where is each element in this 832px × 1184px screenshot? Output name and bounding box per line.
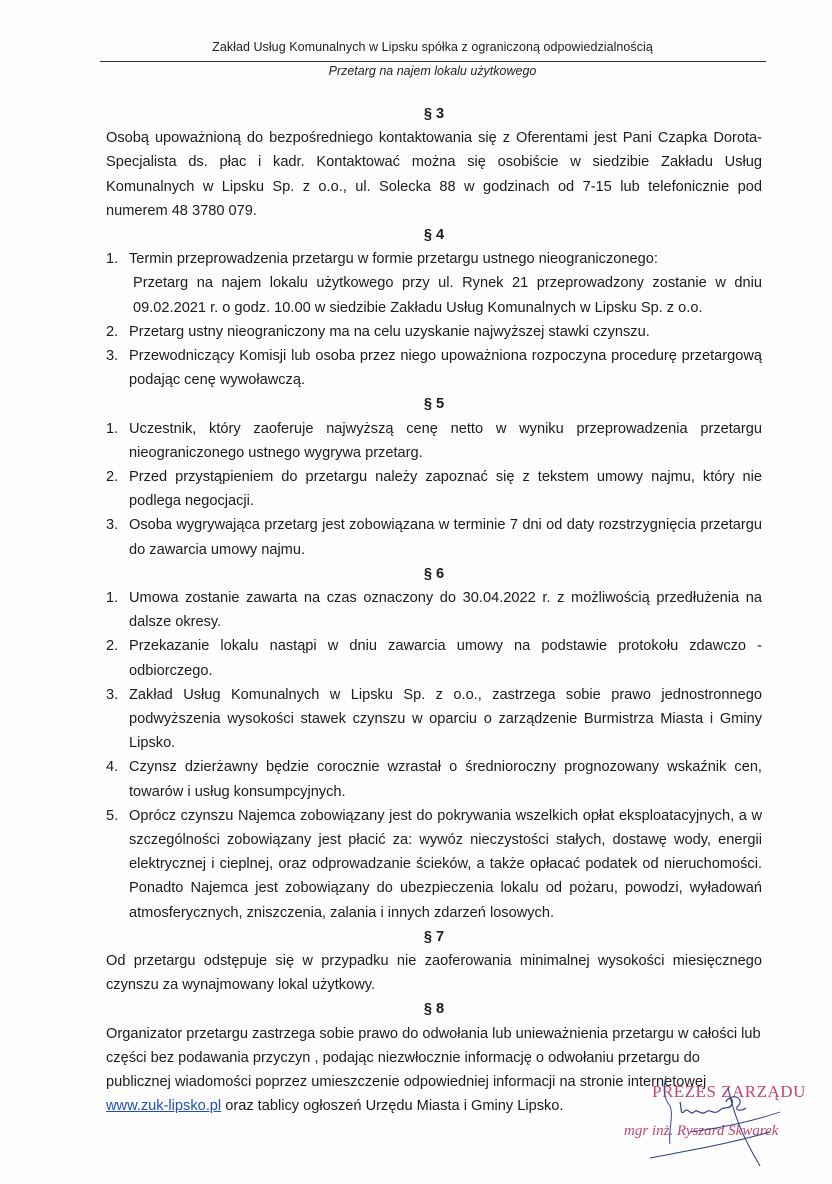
item-text: Przed przystąpieniem do przetargu należy zapoznać się z tekstem umowy najmu, który nie podlega negocjacji. [129,469,762,510]
item-number: 3. [106,517,119,534]
list-item [106,683,762,756]
item-number: 5. [106,807,119,824]
list-item [106,755,762,803]
item-number: 1. [106,590,119,606]
section-8-text-part2: oraz tablicy ogłoszeń Urzędu Miasta i Gminy Lipsko. [221,1098,564,1115]
item-text: Osoba wygrywająca przetarg jest zobowiązana w terminie 7 dni od daty rozstrzygnięcia przetargu do zawarcia umowy najmu. [129,517,762,558]
header-company-name: Zakład Usług Komunalnych w Lipsku spółka z ograniczoną odpowiedzialnością [212,40,653,54]
list-item [106,247,762,271]
document-body [106,102,762,1118]
handwritten-signature-icon [620,1076,832,1166]
item-number: 4. [106,759,119,776]
section-3-text: Osobą upoważnioną do bezpośredniego kontaktowania się z Oferentami jest Pani Czapka Dorota- Specjalista ds. płac i kadr. Kontaktować można się osobiście w siedzibie Zakładu Usług Komunalnych w Lipsku Sp. z o.o., ul. Solecka 88 w godzinach od 7-15 lub telefonicznie pod numerem 48 3780 079. [106,130,762,219]
section-5-list [106,417,762,562]
section-heading-5: § 5 [423,396,445,413]
section-heading-6: § 6 [423,565,445,582]
section-heading-7: § 7 [423,928,445,945]
website-link[interactable]: www.zuk-lipsko.pl [106,1098,222,1115]
list-item [106,586,762,634]
section-heading-3: § 3 [423,106,445,122]
list-item [106,513,762,561]
item-text: Przekazanie lokalu nastąpi w dniu zawarcia umowy na podstawie protokołu zdawczo - odbiorczego. [129,638,762,679]
stamp-signatory-name: mgr inż. Ryszard Skwarek [624,1123,779,1139]
section-6-list [106,586,762,925]
list-item [106,320,762,344]
item-text: Czynsz dzierżawny będzie corocznie wzrastał o średnioroczny prognozowany wskaźnik cen, towarów i usług konsumpcyjnych. [129,759,762,800]
section-4-item-1-detail: Przetarg na najem lokalu użytkowego przy ul. Rynek 21 przeprowadzony zostanie w dniu 09.02.2021 r. o godz. 10.00 w siedzibie Zakładu Usług Komunalnych w Lipsku Sp. z o.o. [133,275,762,316]
item-text: Przewodniczący Komisji lub osoba przez niego upoważniona rozpoczyna procedurę przetargową podając cenę wywoławczą. [129,348,762,389]
item-text: Termin przeprowadzenia przetargu w formie przetargu ustnego nieograniczonego: [129,251,658,268]
section-heading-8: § 8 [423,1001,445,1018]
list-item [106,804,762,925]
item-text: Zakład Usług Komunalnych w Lipsku Sp. z o.o., zastrzega sobie prawo jednostronnego podwyższenia wysokości stawek czynszu w oparciu o zarządzenie Burmistrza Miasta i Gminy Lipsko. [129,686,762,752]
section-heading-4: § 4 [423,227,445,243]
list-item [106,417,762,465]
section-4-list-cont [106,320,762,393]
stamp-title: PREZES ZARZĄDU [652,1082,806,1101]
header-divider [100,61,766,62]
header-subtitle: Przetarg na najem lokalu użytkowego [328,64,537,78]
item-text: Uczestnik, który zaoferuje najwyższą cenę netto w wyniku przeprowadzenia przetargu nieograniczonego ustnego wygrywa przetarg. [129,420,762,461]
item-number: 1. [106,251,119,268]
item-number: 2. [106,323,119,340]
list-item [106,465,762,513]
item-text: Umowa zostanie zawarta na czas oznaczony do 30.04.2022 r. z możliwością przedłużenia na dalsze okresy. [129,590,762,631]
item-number: 2. [106,638,119,655]
list-item [106,344,762,392]
signature-stamp [620,1076,832,1166]
section-8-text-part1: Organizator przetargu zastrzega sobie prawo do odwołania lub unieważnienia przetargu w całości lub części bez podawania przyczyn , podając niezwłocznie informację o odwołaniu przetargu do publicznej wiadomości poprzez umieszczenie odpowiedniej informacji na stronie internetowej [106,1025,761,1091]
item-number: 3. [106,348,119,364]
section-7-text: Od przetargu odstępuje się w przypadku nie zaoferowania minimalnej wysokości miesięcznego czynszu za wynajmowany lokal użytkowy. [106,953,762,994]
item-text: Oprócz czynszu Najemca zobowiązany jest do pokrywania wszelkich opłat eksploatacyjnych, a w szczególności zobowiązany jest płacić za: wywóz nieczystości stałych, dostawę wody, energii elektrycznej i cieplnej, oraz odprowadzanie ścieków, a także opłacać podatek od nieruchomości. Ponadto Najemca jest zobowiązany do ubezpieczenia lokalu od pożaru, powodzi, wyładowań atmosferycznych, zniszczenia, zalania i innych zdarzeń losowych. [129,807,762,921]
list-item [106,634,762,682]
item-number: 2. [106,469,119,485]
item-number: 3. [106,686,119,703]
item-text: Przetarg ustny nieograniczony ma na celu uzyskanie najwyższej stawki czynszu. [129,323,650,340]
section-4-list [106,247,762,271]
item-number: 1. [106,420,119,437]
